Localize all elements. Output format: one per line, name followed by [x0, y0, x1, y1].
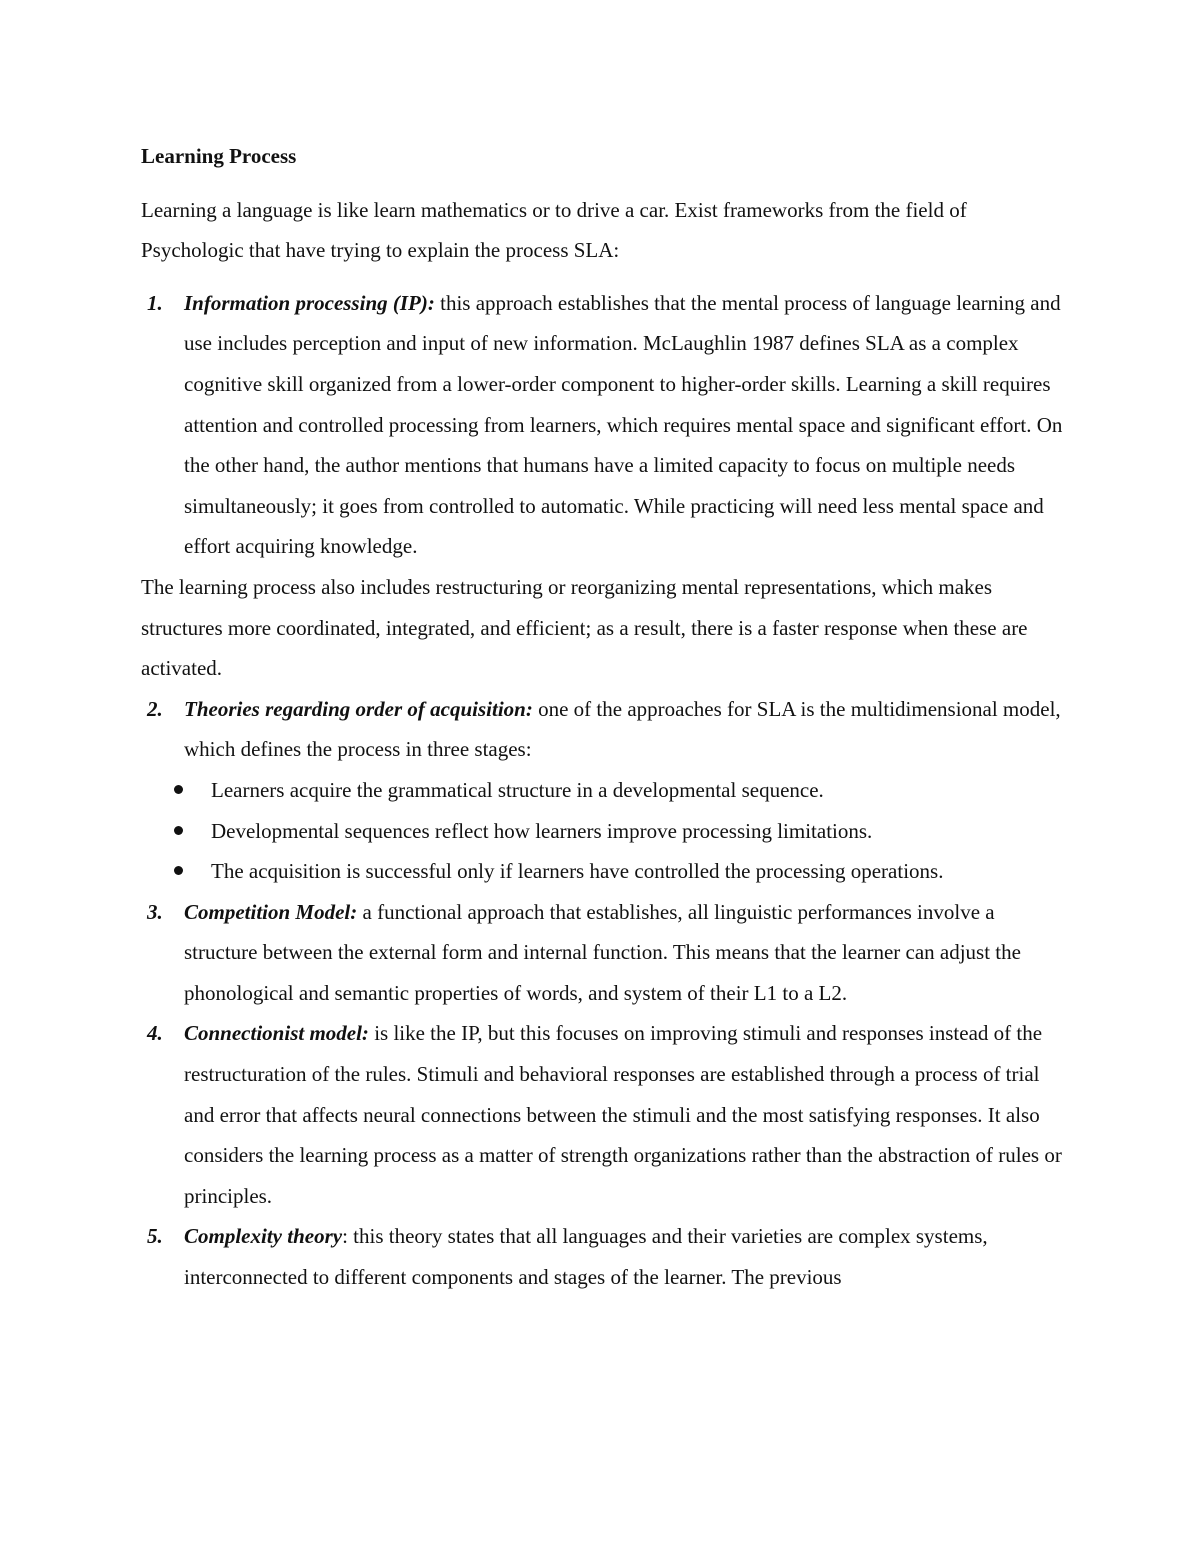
- list-text: is like the IP, but this focuses on improving stimuli and responses instead of the restructuration of the rules. Stimuli and behavioral responses are established through a process of trial and error that affects neural connections between the stimuli and the most satisfying responses. It also considers the learning process as a matter of strength organizations rather than the abstraction of rules or principles.: [184, 1021, 1062, 1208]
- list-number: 5.: [147, 1224, 163, 1249]
- bullet-text: Developmental sequences reflect how learners improve processing limitations.: [211, 818, 873, 843]
- bullet-text: Learners acquire the grammatical structure in a developmental sequence.: [211, 777, 824, 802]
- list-number: 4.: [147, 1021, 163, 1046]
- list-term: Complexity theory: [184, 1224, 343, 1249]
- list-item-competition-model: [141, 892, 1071, 1014]
- list-number: 2.: [147, 696, 163, 721]
- list-term: Theories regarding order of acquisition:: [184, 696, 533, 721]
- list-term: Information processing (IP):: [184, 290, 435, 315]
- bullet-item: [211, 851, 1071, 892]
- bullet-item: [211, 770, 1071, 811]
- list-number: 3.: [147, 899, 163, 924]
- restructuring-paragraph: The learning process also includes restructuring or reorganizing mental representations, which makes structures more coordinated, integrated, and efficient; as a result, there is a faster response when these are activated.: [141, 574, 1028, 681]
- list-item-complexity-theory: [141, 1216, 1071, 1297]
- document-title: Learning Process: [141, 144, 297, 168]
- bullet-icon: [174, 826, 183, 835]
- bullet-icon: [174, 866, 183, 875]
- list-text: one of the approaches for SLA is the multidimensional model, which defines the process in three stages:: [184, 696, 1061, 762]
- list-text: a functional approach that establishes, all linguistic performances involve a structure between the external form and internal function. This means that the learner can adjust the phonological and semantic properties of words, and system of their L1 to a L2.: [184, 899, 1021, 1005]
- intro-paragraph: Learning a language is like learn mathematics or to drive a car. Exist frameworks from the field of Psychologic that have trying to explain the process SLA:: [141, 197, 967, 263]
- bullet-text: The acquisition is successful only if learners have controlled the processing operations.: [211, 859, 944, 884]
- bullet-item: [211, 811, 1071, 852]
- list-term: Connectionist model:: [184, 1021, 369, 1046]
- list-text: : this theory states that all languages and their varieties are complex systems, interconnected to different components and stages of the learner. The previous: [184, 1224, 988, 1290]
- list-item-connectionist-model: [141, 1013, 1071, 1216]
- bullet-icon: [174, 785, 183, 794]
- stages-bullet-list: [141, 770, 1071, 892]
- list-number: 1.: [147, 290, 163, 315]
- list-term: Competition Model:: [184, 899, 358, 924]
- list-text: this approach establishes that the mental process of language learning and use includes perception and input of new information. McLaughlin 1987 defines SLA as a complex cognitive skill organized from a lower-order component to higher-order skills. Learning a skill requires attention and controlled processing from learners, which requires mental space and significant effort. On the other hand, the author mentions that humans have a limited capacity to focus on multiple needs simultaneously; it goes from controlled to automatic. While practicing will need less mental space and effort acquiring knowledge.: [184, 290, 1063, 559]
- list-item-order-of-acquisition: [141, 689, 1071, 770]
- document-body: [141, 136, 1071, 1298]
- list-item-information-processing: [141, 283, 1071, 567]
